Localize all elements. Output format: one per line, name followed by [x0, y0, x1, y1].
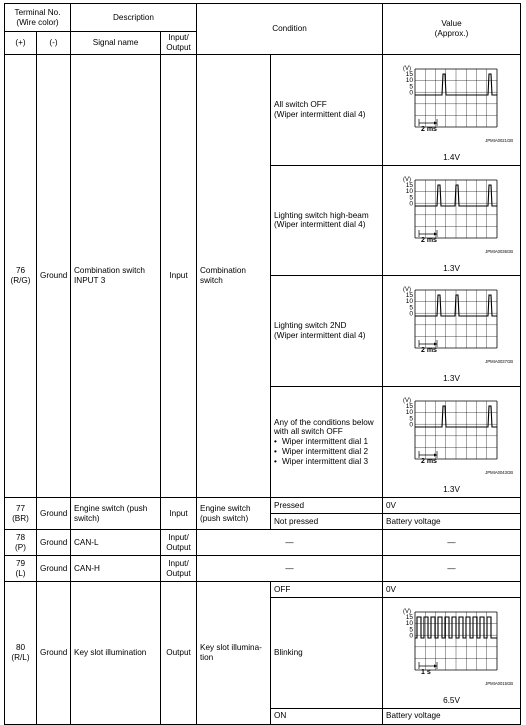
- value-76-b: [383, 165, 521, 276]
- tick-label: 15: [405, 614, 413, 622]
- value-text: 1.3V: [443, 263, 460, 273]
- ground-80: Ground: [37, 582, 71, 725]
- ground-77: Ground: [37, 498, 71, 530]
- tick-label: 10: [405, 298, 413, 306]
- waveform-graph: [389, 600, 515, 696]
- tick-label: 15: [405, 403, 413, 411]
- tick-label: 0: [408, 310, 413, 318]
- tick-label: 10: [405, 620, 413, 628]
- waveform-pulse: [389, 168, 515, 264]
- figure-id: JPMIA0036GB: [484, 248, 513, 254]
- tick-label: 10: [405, 409, 413, 417]
- header-input-output: Input/ Output: [161, 32, 197, 55]
- condition-76-c: Lighting switch 2ND (Wiper intermittent dial 4): [271, 276, 383, 387]
- terminal-spec-table: [4, 3, 521, 725]
- value-76-c: [383, 276, 521, 387]
- condition-80-blinking: Blinking: [271, 598, 383, 709]
- waveform-pulse: [389, 389, 515, 485]
- io-76: Input: [161, 54, 197, 497]
- figure-id: JPMIA0021GB: [484, 137, 513, 143]
- period-label: 2 ms: [420, 236, 437, 244]
- condition-bullets: [274, 437, 379, 467]
- value-text: 6.5V: [443, 696, 460, 706]
- tick-label: 5: [408, 193, 413, 201]
- value-78: —: [383, 530, 521, 556]
- value-text: 1.3V: [443, 374, 460, 384]
- terminal-80: 80 (R/L): [5, 582, 37, 725]
- header-description: Description: [71, 4, 197, 32]
- condition-group-76: Combination switch: [197, 54, 271, 497]
- period-label: 2 ms: [420, 347, 437, 355]
- signal-80: Key slot illumination: [71, 582, 161, 725]
- unit-label: (V): [402, 176, 411, 183]
- condition-77-pressed: Pressed: [271, 498, 383, 514]
- period-label: 2 ms: [420, 125, 437, 133]
- value-76-d: [383, 387, 521, 498]
- tick-label: 5: [408, 83, 413, 91]
- figure-id: JPMIA0037GB: [484, 359, 513, 365]
- value-80-blinking: [383, 598, 521, 709]
- bullet-item: • Wiper intermittent dial 2: [282, 447, 379, 457]
- value-79: —: [383, 556, 521, 582]
- io-77: Input: [161, 498, 197, 530]
- condition-78: —: [197, 530, 383, 556]
- figure-id: JPMIA0015GB: [484, 681, 513, 687]
- value-77-pressed: 0V: [383, 498, 521, 514]
- value-text: 1.3V: [443, 485, 460, 495]
- tick-label: 0: [408, 89, 413, 97]
- bullet-item: • Wiper intermittent dial 1: [282, 437, 379, 447]
- tick-label: 0: [408, 200, 413, 208]
- signal-79: CAN-H: [71, 556, 161, 582]
- tick-label: 0: [408, 632, 413, 640]
- waveform-pulse: [389, 278, 515, 374]
- signal-trace: [415, 617, 497, 638]
- value-80-on: Battery voltage: [383, 708, 521, 724]
- signal-77: Engine switch (push switch): [71, 498, 161, 530]
- waveform-graph: [389, 168, 515, 264]
- tick-label: 5: [408, 304, 413, 312]
- condition-77-not-pressed: Not pressed: [271, 514, 383, 530]
- condition-80-on: ON: [271, 708, 383, 724]
- tick-label: 15: [405, 181, 413, 189]
- terminal-76: 76 (R/G): [5, 54, 37, 497]
- waveform-graph: [389, 389, 515, 485]
- condition-group-80: Key slot illumina- tion: [197, 582, 271, 725]
- tick-label: 10: [405, 76, 413, 84]
- unit-label: (V): [402, 287, 411, 294]
- condition-80-off: OFF: [271, 582, 383, 598]
- io-78: Input/ Output: [161, 530, 197, 556]
- header-value: Value (Approx.): [383, 4, 521, 55]
- header-signal-name: Signal name: [71, 32, 161, 55]
- unit-label: (V): [402, 398, 411, 405]
- terminal-78: 78 (P): [5, 530, 37, 556]
- header-terminal-no: Terminal No. (Wire color): [5, 4, 71, 32]
- condition-76-d: Any of the conditions below with all switch OFF • Wiper intermittent dial 1 • Wiper intermittent dial 2 • Wiper intermittent dial 3: [271, 387, 383, 498]
- io-79: Input/ Output: [161, 556, 197, 582]
- header-plus: (+): [5, 32, 37, 55]
- signal-76: Combination switch INPUT 3: [71, 54, 161, 497]
- condition-79: —: [197, 556, 383, 582]
- value-text: 1.4V: [443, 152, 460, 162]
- period-label: 2 ms: [420, 458, 437, 466]
- waveform-square: [389, 600, 515, 696]
- ground-78: Ground: [37, 530, 71, 556]
- ground-76: Ground: [37, 54, 71, 497]
- period-label: 1 s: [420, 669, 431, 677]
- condition-76-a: All switch OFF (Wiper intermittent dial 4): [271, 54, 383, 165]
- tick-label: 15: [405, 70, 413, 78]
- condition-76-b: Lighting switch high-beam (Wiper intermittent dial 4): [271, 165, 383, 276]
- bullet-item: • Wiper intermittent dial 3: [282, 457, 379, 467]
- ground-79: Ground: [37, 556, 71, 582]
- unit-label: (V): [402, 65, 411, 72]
- waveform-graph: [389, 278, 515, 374]
- terminal-77: 77 (BR): [5, 498, 37, 530]
- tick-label: 15: [405, 292, 413, 300]
- value-77-not-pressed: Battery voltage: [383, 514, 521, 530]
- tick-label: 5: [408, 626, 413, 634]
- waveform-graph: [389, 57, 515, 153]
- header-condition: Condition: [197, 4, 383, 55]
- header-minus: (-): [37, 32, 71, 55]
- tick-label: 5: [408, 415, 413, 423]
- tick-label: 0: [408, 421, 413, 429]
- io-80: Output: [161, 582, 197, 725]
- value-80-off: 0V: [383, 582, 521, 598]
- condition-group-77: Engine switch (push switch): [197, 498, 271, 530]
- unit-label: (V): [402, 609, 411, 616]
- value-76-a: [383, 54, 521, 165]
- terminal-79: 79 (L): [5, 556, 37, 582]
- figure-id: JPMIA0043GB: [484, 470, 513, 476]
- tick-label: 10: [405, 187, 413, 195]
- signal-78: CAN-L: [71, 530, 161, 556]
- waveform-pulse: [389, 57, 515, 153]
